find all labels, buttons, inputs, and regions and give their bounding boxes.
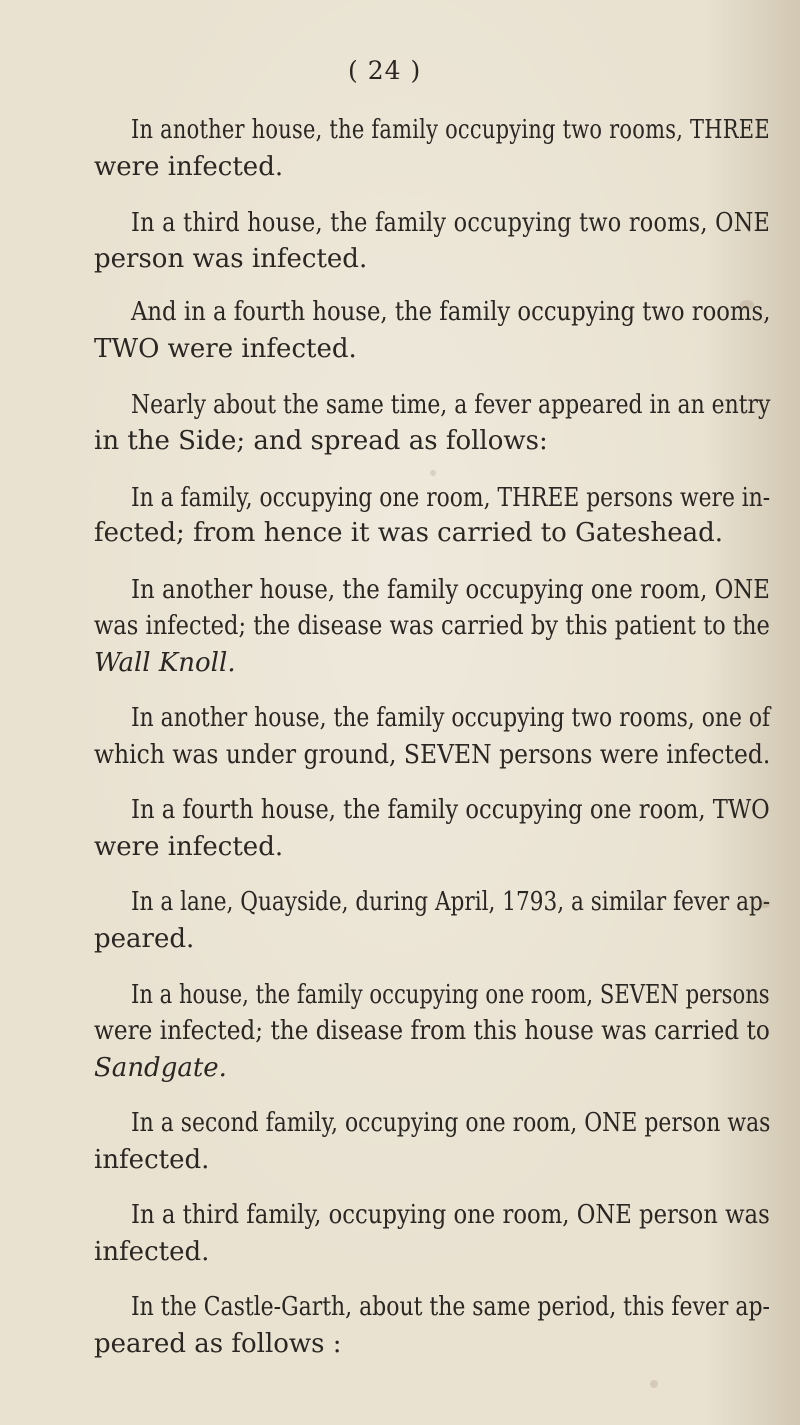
paragraph-8-line-1: In a fourth house, the family occupying one room, TWO	[131, 795, 770, 825]
paragraph-7-line-2: which was under ground, SEVEN persons were infected.	[94, 740, 771, 770]
paragraph-9-line-1: In a lane, Quayside, during April, 1793, a similar fever ap-	[131, 887, 771, 917]
paragraph-13-line-2: peared as follows :	[94, 1329, 342, 1359]
paragraph-5-line-2: fected; from hence it was carried to Gateshead.	[94, 518, 724, 548]
paragraph-12-line-1: In a third family, occupying one room, ONE person was	[131, 1200, 770, 1230]
paragraph-11-line-2: infected.	[94, 1145, 210, 1175]
paragraph-10-line-1: In a house, the family occupying one room, SEVEN persons	[131, 980, 770, 1010]
foxing-spot	[650, 1380, 658, 1388]
paragraph-10-line-3: Sandgate.	[94, 1053, 227, 1083]
paragraph-3-line-1: And in a fourth house, the family occupying two rooms,	[131, 297, 771, 327]
paragraph-10-line-2: were infected; the disease from this house was carried to	[94, 1016, 770, 1046]
paragraph-2-line-1: In a third house, the family occupying two rooms, ONE	[131, 208, 771, 238]
paragraph-5-line-1: In a family, occupying one room, THREE persons were in-	[131, 483, 771, 513]
paragraph-12-line-2: infected.	[94, 1237, 210, 1267]
paragraph-8-line-2: were infected.	[94, 832, 284, 862]
paragraph-6-line-2: was infected; the disease was carried by this patient to the	[94, 611, 770, 641]
paragraph-3-line-2: TWO were infected.	[94, 334, 357, 364]
paragraph-6-line-1: In another house, the family occupying one room, ONE	[131, 575, 770, 605]
foxing-spot	[740, 300, 754, 310]
paragraph-2-line-2: person was infected.	[94, 244, 368, 274]
page-number: ( 24 )	[348, 56, 422, 85]
paragraph-6-line-3: Wall Knoll.	[94, 648, 236, 678]
paragraph-11-line-1: In a second family, occupying one room, ONE person was	[131, 1108, 771, 1138]
foxing-spot	[430, 470, 436, 476]
paragraph-9-line-2: peared.	[94, 924, 195, 954]
paragraph-7-line-1: In another house, the family occupying two rooms, one of	[131, 703, 771, 733]
paragraph-4-line-1: Nearly about the same time, a fever appeared in an entry	[131, 390, 771, 420]
foxing-spot	[760, 900, 770, 908]
paragraph-1-line-1: In another house, the family occupying two rooms, THREE	[131, 115, 770, 145]
paragraph-13-line-1: In the Castle-Garth, about the same period, this fever ap-	[131, 1292, 770, 1322]
paragraph-1-line-2: were infected.	[94, 152, 284, 182]
paragraph-4-line-2: in the Side; and spread as follows:	[94, 426, 548, 456]
